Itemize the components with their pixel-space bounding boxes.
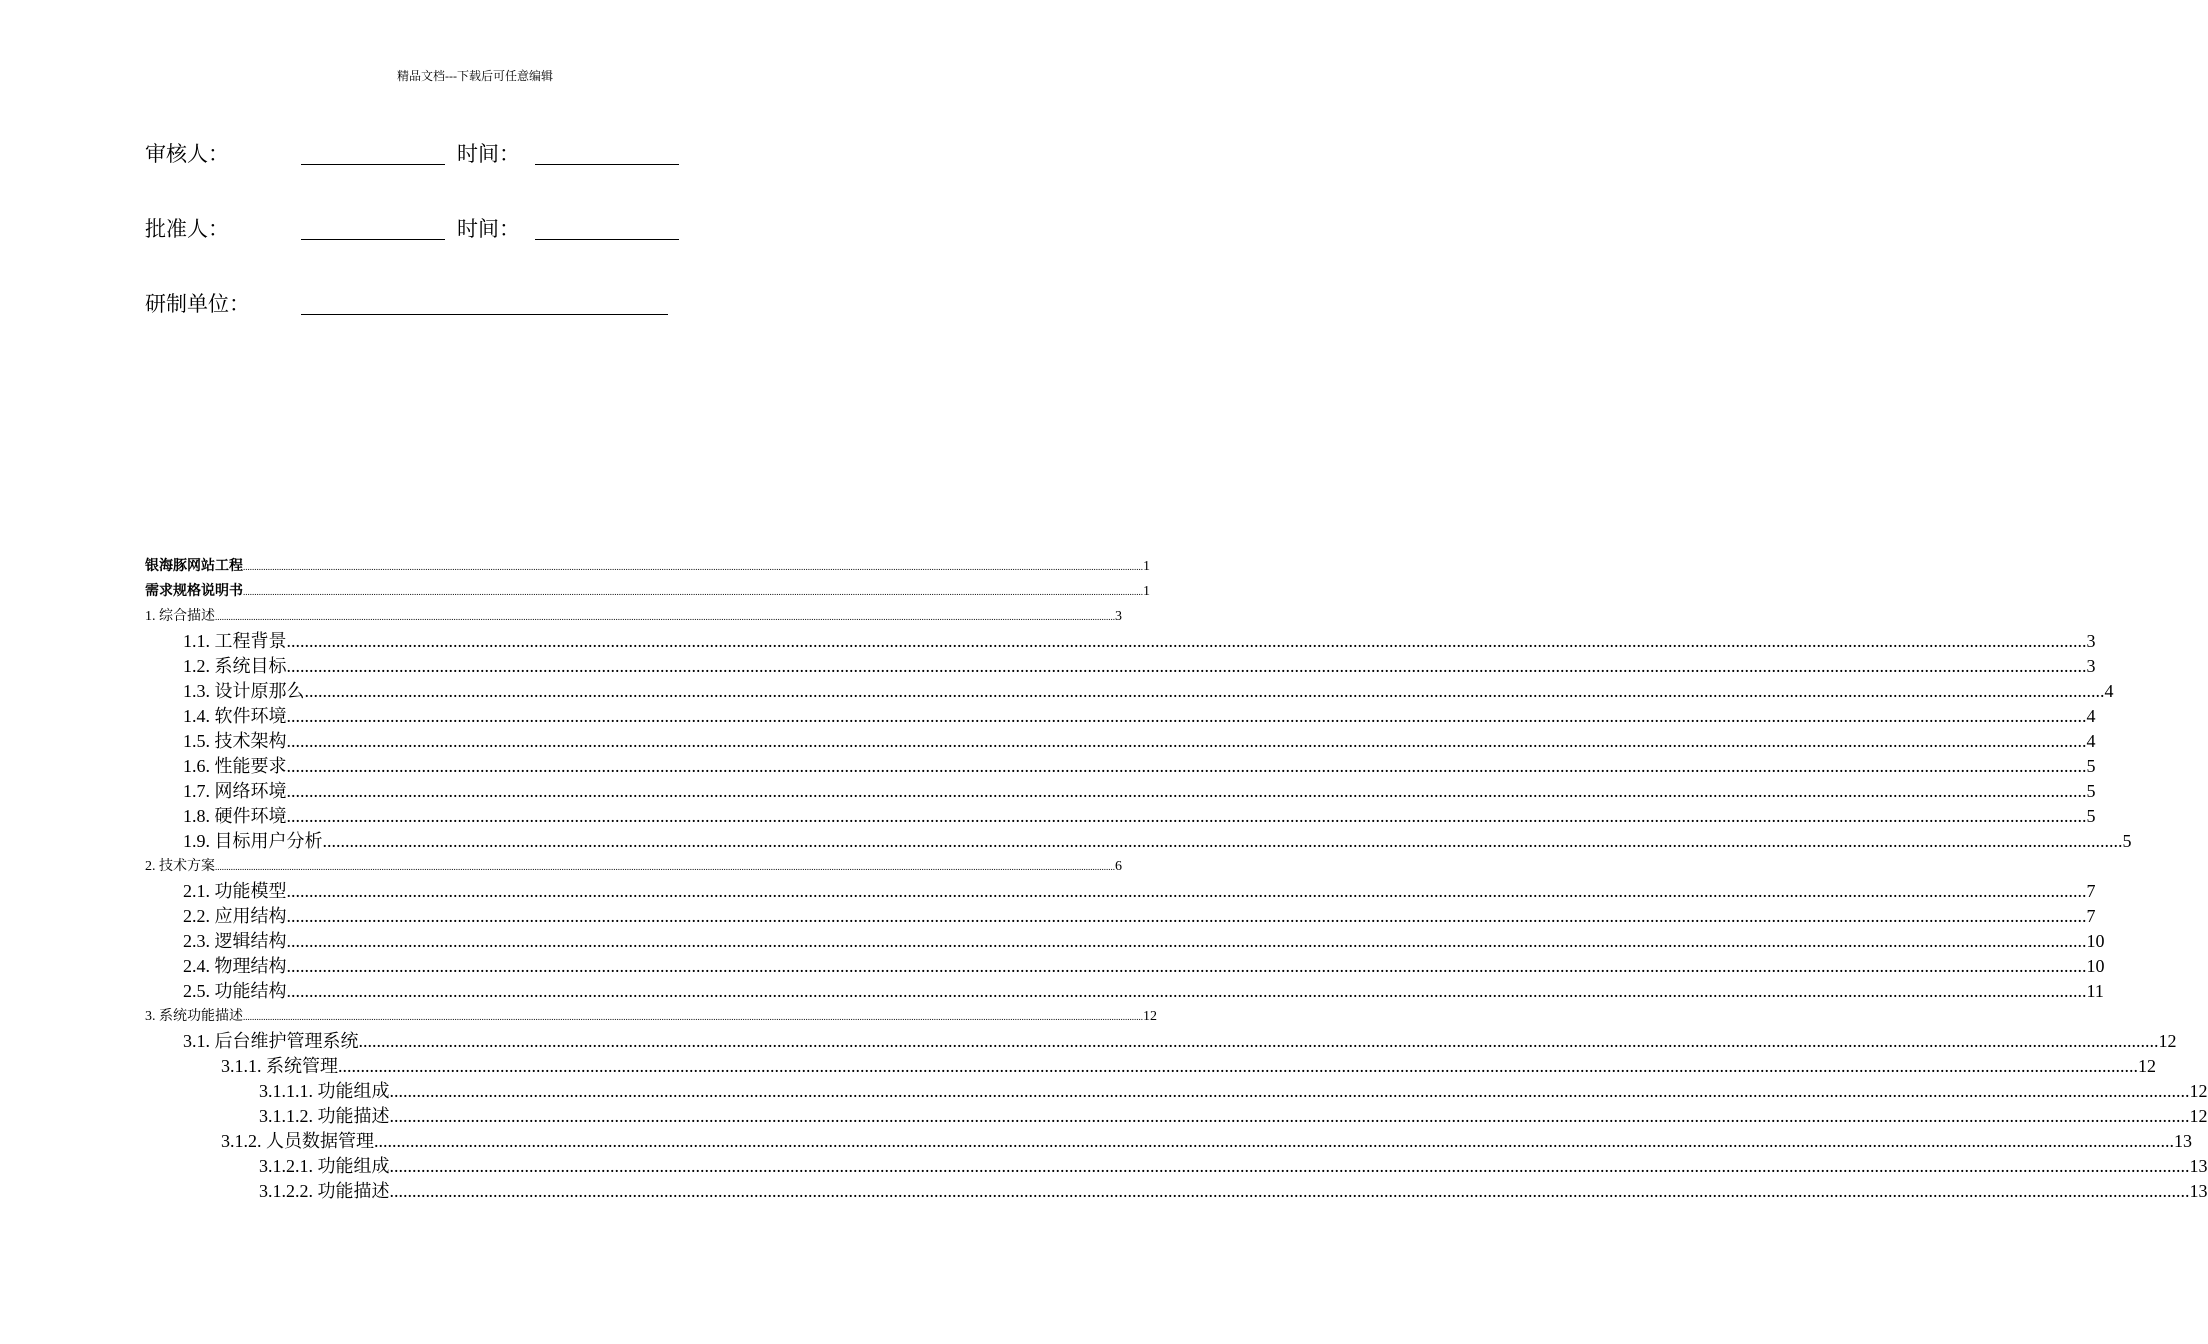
toc-entry-page: 5 [2086,756,2096,776]
toc-dot-leader: ................................................................................................................................................................................................................................................................................................................................................................................................................ [286,781,2087,801]
reviewer-blank-line [301,164,445,165]
toc-entry-title: 1. 综合描述 [145,609,215,624]
toc-entry-page: 13 [2189,1156,2208,1176]
toc-entry-page: 3 [2086,656,2096,676]
toc-dot-leader: ................................................................................................................................................................................................................................................................................................................................................................................................................ [215,862,1115,872]
toc-entry[interactable] [145,704,2096,729]
toc-entry-page: 10 [2086,931,2105,951]
toc-entry[interactable] [145,579,1150,604]
toc-entry[interactable] [145,954,2105,979]
toc-entry-title: 1.4. 软件环境 [183,706,287,726]
toc-entry-page: 5 [2086,806,2096,826]
toc-entry-title: 3.1.1.2. 功能描述 [259,1106,390,1126]
toc-dot-leader: ................................................................................................................................................................................................................................................................................................................................................................................................................ [286,956,2087,976]
toc-entry[interactable] [145,654,2096,679]
toc-entry-page: 1 [1143,559,1150,574]
toc-dot-leader: ................................................................................................................................................................................................................................................................................................................................................................................................................ [338,1056,2138,1076]
toc-entry-page: 4 [2086,706,2096,726]
toc-entry-title: 1.9. 目标用户分析 [183,831,323,851]
toc-entry-page: 13 [2189,1181,2208,1201]
toc-entry[interactable] [145,779,2096,804]
toc-entry-title: 2.1. 功能模型 [183,881,287,901]
approver-blank-line [301,239,445,240]
toc-dot-leader: ................................................................................................................................................................................................................................................................................................................................................................................................................ [389,1106,2190,1126]
toc-entry-title: 2.4. 物理结构 [183,956,287,976]
toc-entry[interactable] [145,1154,2208,1179]
unit-blank-line [301,314,668,315]
toc-entry-page: 7 [2086,881,2096,901]
toc-entry[interactable] [145,854,1122,879]
toc-entry-page: 3 [1115,609,1122,624]
toc-entry-page: 6 [1115,859,1122,874]
approver-time-blank-line [535,239,679,240]
toc-entry-page: 10 [2086,956,2105,976]
reviewer-time-blank-line [535,164,679,165]
toc-entry-page: 7 [2086,906,2096,926]
toc-entry-title: 2.5. 功能结构 [183,981,287,1001]
toc-dot-leader: ................................................................................................................................................................................................................................................................................................................................................................................................................ [286,756,2087,776]
toc-entry[interactable] [145,754,2096,779]
toc-entry[interactable] [145,1129,2192,1154]
toc-dot-leader: ................................................................................................................................................................................................................................................................................................................................................................................................................ [286,706,2087,726]
toc-entry-title: 1.1. 工程背景 [183,631,287,651]
toc-entry-page: 12 [2138,1056,2156,1076]
toc-dot-leader: ................................................................................................................................................................................................................................................................................................................................................................................................................ [286,631,2087,651]
toc-entry[interactable] [145,879,2096,904]
toc-entry-title: 3.1.2.1. 功能组成 [259,1156,390,1176]
toc-entry[interactable] [145,829,2132,854]
toc-dot-leader: ................................................................................................................................................................................................................................................................................................................................................................................................................ [243,1012,1143,1022]
toc-entry[interactable] [145,604,1122,629]
toc-dot-leader: ................................................................................................................................................................................................................................................................................................................................................................................................................ [215,612,1115,622]
toc-entry[interactable] [145,1104,2208,1129]
toc-entry-page: 1 [1143,584,1150,599]
toc-entry-title: 2.2. 应用结构 [183,906,287,926]
toc-entry-title: 3.1.1.1. 功能组成 [259,1081,390,1101]
toc-dot-leader: ................................................................................................................................................................................................................................................................................................................................................................................................................ [389,1181,2190,1201]
toc-dot-leader: ................................................................................................................................................................................................................................................................................................................................................................................................................ [389,1156,2190,1176]
toc-entry-title: 需求规格说明书 [145,583,243,599]
approver-time-label: 时间： [457,217,520,241]
toc-entry-title: 1.5. 技术架构 [183,731,287,751]
toc-entry-page: 5 [2122,831,2132,851]
toc-entry-title: 1.6. 性能要求 [183,756,287,776]
toc-entry-page: 3 [2086,631,2096,651]
toc-entry-title: 银海豚网站工程 [145,558,243,574]
toc-entry-title: 3.1.1. 系统管理 [221,1056,338,1076]
toc-entry-title: 1.7. 网络环境 [183,781,287,801]
toc-dot-leader: ................................................................................................................................................................................................................................................................................................................................................................................................................ [243,587,1143,597]
toc-dot-leader: ................................................................................................................................................................................................................................................................................................................................................................................................................ [389,1081,2190,1101]
toc-entry[interactable] [145,1054,2156,1079]
toc-dot-leader: ................................................................................................................................................................................................................................................................................................................................................................................................................ [286,656,2087,676]
toc-entry-title: 2.3. 逻辑结构 [183,931,287,951]
toc-entry[interactable] [145,1029,2177,1054]
toc-entry-page: 13 [2174,1131,2192,1151]
toc-entry-title: 3. 系统功能描述 [145,1009,243,1024]
toc-dot-leader: ................................................................................................................................................................................................................................................................................................................................................................................................................ [286,806,2087,826]
toc-entry[interactable] [145,979,2104,1004]
toc-entry-title: 1.8. 硬件环境 [183,806,287,826]
toc-dot-leader: ................................................................................................................................................................................................................................................................................................................................................................................................................ [304,681,2105,701]
toc-dot-leader: ................................................................................................................................................................................................................................................................................................................................................................................................................ [374,1131,2174,1151]
toc-entry-page: 12 [2158,1031,2177,1051]
toc-entry-page: 4 [2104,681,2114,701]
toc-dot-leader: ................................................................................................................................................................................................................................................................................................................................................................................................................ [243,562,1143,572]
reviewer-time-label: 时间： [457,142,520,166]
toc-entry-title: 1.3. 设计原那么 [183,681,305,701]
reviewer-label: 审核人： [145,142,229,166]
toc-entry-title: 3.1. 后台维护管理系统 [183,1031,359,1051]
toc-entry[interactable] [145,804,2096,829]
page-header: 精品文档---下载后可任意编辑 [397,69,553,83]
toc-entry[interactable] [145,1179,2208,1204]
toc-entry-title: 2. 技术方案 [145,859,215,874]
toc-dot-leader: ................................................................................................................................................................................................................................................................................................................................................................................................................ [286,906,2087,926]
toc-entry[interactable] [145,1079,2208,1104]
toc-entry[interactable] [145,554,1150,579]
toc-entry-page: 12 [2189,1081,2208,1101]
approver-label: 批准人： [145,217,229,241]
table-of-contents [145,554,2208,1204]
toc-entry-title: 3.1.2.2. 功能描述 [259,1181,390,1201]
toc-entry[interactable] [145,929,2105,954]
toc-dot-leader: ................................................................................................................................................................................................................................................................................................................................................................................................................ [286,881,2087,901]
toc-entry[interactable] [145,629,2096,654]
toc-dot-leader: ................................................................................................................................................................................................................................................................................................................................................................................................................ [322,831,2123,851]
toc-dot-leader: ................................................................................................................................................................................................................................................................................................................................................................................................................ [286,981,2087,1001]
unit-label: 研制单位： [145,292,250,316]
toc-entry-title: 1.2. 系统目标 [183,656,287,676]
toc-entry-page: 11 [2086,981,2104,1001]
toc-entry-page: 12 [1143,1009,1157,1024]
toc-entry[interactable] [145,1004,1157,1029]
toc-entry[interactable] [145,679,2114,704]
toc-dot-leader: ................................................................................................................................................................................................................................................................................................................................................................................................................ [286,931,2087,951]
toc-entry[interactable] [145,904,2096,929]
toc-dot-leader: ................................................................................................................................................................................................................................................................................................................................................................................................................ [358,1031,2159,1051]
toc-entry-page: 5 [2086,781,2096,801]
toc-entry-page: 12 [2189,1106,2208,1126]
toc-dot-leader: ................................................................................................................................................................................................................................................................................................................................................................................................................ [286,731,2087,751]
toc-entry-title: 3.1.2. 人员数据管理 [221,1131,374,1151]
toc-entry[interactable] [145,729,2096,754]
toc-entry-page: 4 [2086,731,2096,751]
